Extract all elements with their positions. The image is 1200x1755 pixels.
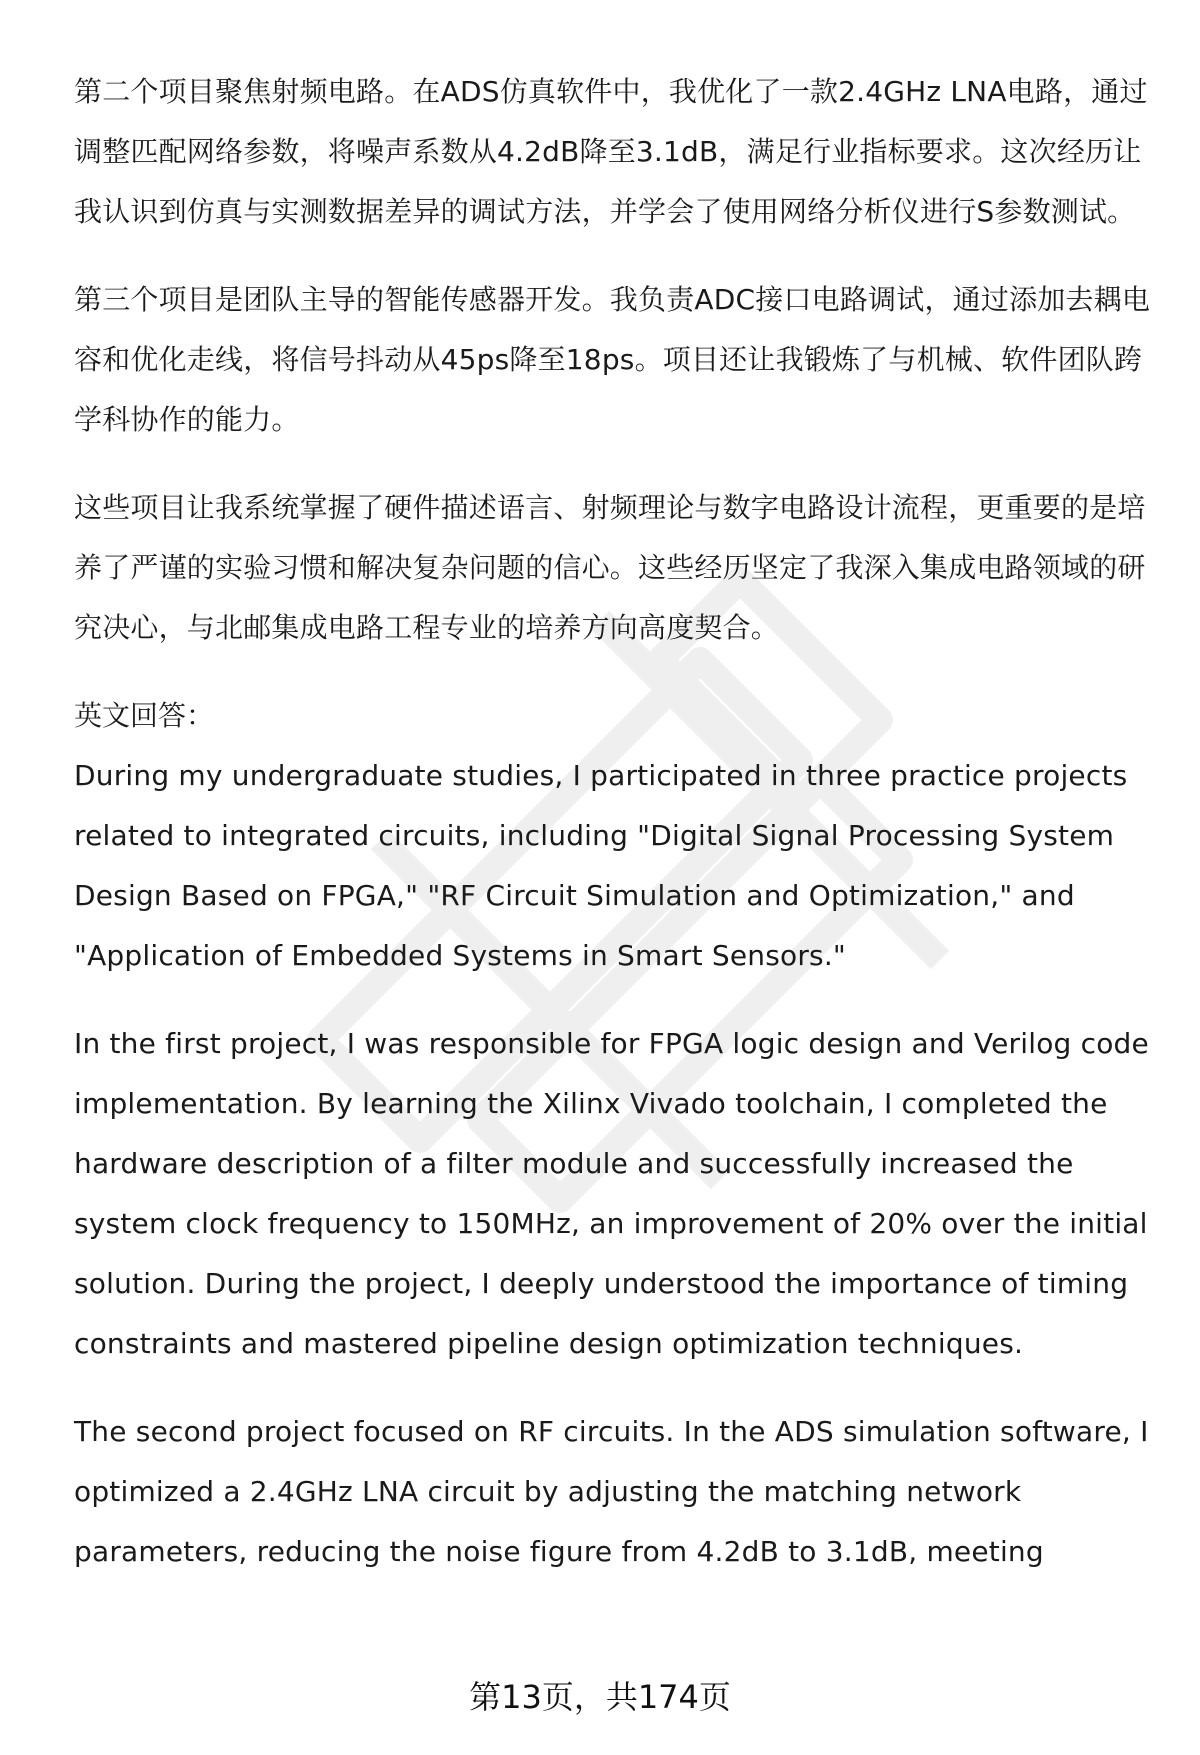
paragraph-cn-project-three: 第三个项目是团队主导的智能传感器开发。我负责ADC接口电路调试，通过添加去耦电容和优化走线，将信号抖动从45ps降至18ps。项目还让我锻炼了与机械、软件团队跨学科协作的能力。 xyxy=(74,283,1151,436)
paragraph-cn-project-two: 第二个项目聚焦射频电路。在ADS仿真软件中，我优化了一款2.4GHz LNA电路，通过调整匹配网络参数，将噪声系数从4.2dB降至3.1dB，满足行业指标要求。这次经历让我认识到仿真与实测数据差异的调试方法，并学会了使用网络分析仪进行S参数测试。 xyxy=(74,75,1148,228)
english-answer-label: 英文回答： xyxy=(74,699,215,732)
paragraph-en-project-two: The second project focused on RF circuits. In the ADS simulation software, I optimized a 2.4GHz LNA circuit by adjusting the matching network parameters, reducing the noise figure from 4.2dB to 3.1dB, meeting xyxy=(74,1415,1149,1568)
paragraph-en-intro: During my undergraduate studies, I participated in three practice projects related to integrated circuits, including "Digital Signal Processing System Design Based on FPGA," "RF Circuit Simulation and Optimization," and "Application of Embedded Systems in Smart Sensors." xyxy=(74,759,1128,972)
page-number-footer: 第13页，共174页 xyxy=(469,1678,731,1716)
paragraph-cn-summary: 这些项目让我系统掌握了硬件描述语言、射频理论与数字电路设计流程，更重要的是培养了严谨的实验习惯和解决复杂问题的信心。这些经历坚定了我深入集成电路领域的研究决心，与北邮集成电路工程专业的培养方向高度契合。 xyxy=(74,491,1146,644)
paragraph-en-project-one: In the first project, I was responsible for FPGA logic design and Verilog code implementation. By learning the Xilinx Vivado toolchain, I completed the hardware description of a filter module and successfully increased the system clock frequency to 150MHz, an improvement of 20% over the initial solution. During the project, I deeply understood the importance of timing constraints and mastered pipeline design optimization techniques. xyxy=(74,1027,1149,1360)
document-body xyxy=(74,62,1164,1582)
